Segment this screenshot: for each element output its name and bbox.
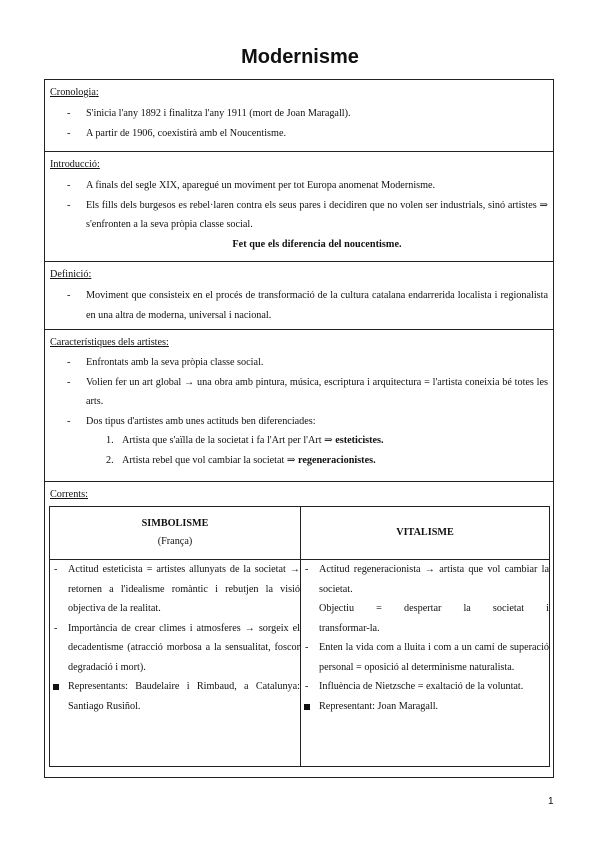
list-item: - A finals del segle XIX, aparegué un moviment per tot Europa anomenat Modernisme.	[67, 180, 436, 191]
page-title: Modernisme	[241, 46, 359, 68]
list-item: - Dos tipus d'artistes amb unes actituds ben diferenciades:	[67, 415, 316, 427]
list-item: - Enten la vida com a lluita i com a un camí de superació personal = oposició al determinisme naturalista.	[305, 642, 549, 673]
header-vitalisme: VITALISME	[301, 507, 550, 560]
list-item: - Actitud regeneracionista → artista que vol cambiar la societat.	[305, 564, 549, 595]
cell-vitalisme	[301, 560, 550, 767]
section-cronologia	[45, 80, 553, 152]
list-item: - Influència de Nietzsche = exaltació de la voluntat.	[305, 681, 524, 692]
section-definicio	[45, 262, 553, 330]
section-corrents	[45, 482, 553, 779]
objectiu-line: Objectiu = despertar la societat i	[319, 603, 549, 614]
section-heading: Corrents:	[50, 489, 88, 500]
list-item: - Els fills dels burgesos es rebel·laren contra els seus pares i decidiren que no volen ser industrials, sinó artistes ⇒ s'enfronten a la seva pròpia classe social.	[67, 199, 548, 230]
cell-simbolisme	[50, 560, 301, 767]
page-number: 1	[548, 796, 554, 807]
list-item: - S'inicia l'any 1892 i finalitza l'any 1911 (mort de Joan Maragall).	[67, 108, 351, 119]
square-bullet-icon	[304, 704, 310, 710]
square-bullet-icon	[53, 684, 59, 690]
section-introduccio	[45, 152, 553, 262]
section-heading: Cronologia:	[50, 87, 99, 98]
list-item: Representants: Baudelaire i Rimbaud, a Catalunya: Santiago Rusiñol.	[50, 677, 300, 716]
content-box	[44, 79, 554, 778]
note-line: Fet que els diferencia del noucentisme.	[232, 238, 402, 250]
objectiu-line-end: transformar-la.	[319, 622, 380, 634]
list-item: - A partir de 1906, coexistirà amb el Noucentisme.	[67, 127, 287, 139]
section-caracteristiques	[45, 330, 553, 482]
list-item: - Volien fer un art global → una obra amb pintura, música, escriptura i arquitectura = l'artista coneixia bé totes les arts.	[67, 376, 548, 407]
corrents-table	[49, 506, 550, 767]
section-heading: Característiques dels artistes:	[50, 337, 169, 348]
list-item: - Importància de crear climes i atmosferes → sorgeix el decadentisme (atracció morbosa a la sensualitat, foscor degradació i mort).	[54, 622, 300, 673]
list-item: Representant: Joan Maragall.	[301, 697, 549, 717]
numbered-item: 1. Artista que s'aïlla de la societat i fa l'Art per l'Art ⇒ esteticistes.	[106, 435, 384, 446]
section-heading: Definició:	[50, 269, 92, 280]
list-item: - Enfrontats amb la seva pròpia classe social.	[67, 357, 264, 368]
list-item: - Moviment que consisteix en el procés de transformació de la cultura catalana endarrerida localista i regionalista en una altra de moderna, universal i nacional.	[67, 290, 548, 321]
section-heading: Introducció:	[50, 159, 100, 170]
numbered-item: 2. Artista rebel que vol cambiar la societat ⇒ regeneracionistes.	[106, 454, 376, 466]
header-simbolisme: SIMBOLISME (França)	[50, 507, 301, 560]
list-item: - Actitud esteticista = artistes allunyats de la societat → retornen a l'idealisme romàntic i rebutjen la visió objectiva de la realitat.	[54, 564, 300, 614]
